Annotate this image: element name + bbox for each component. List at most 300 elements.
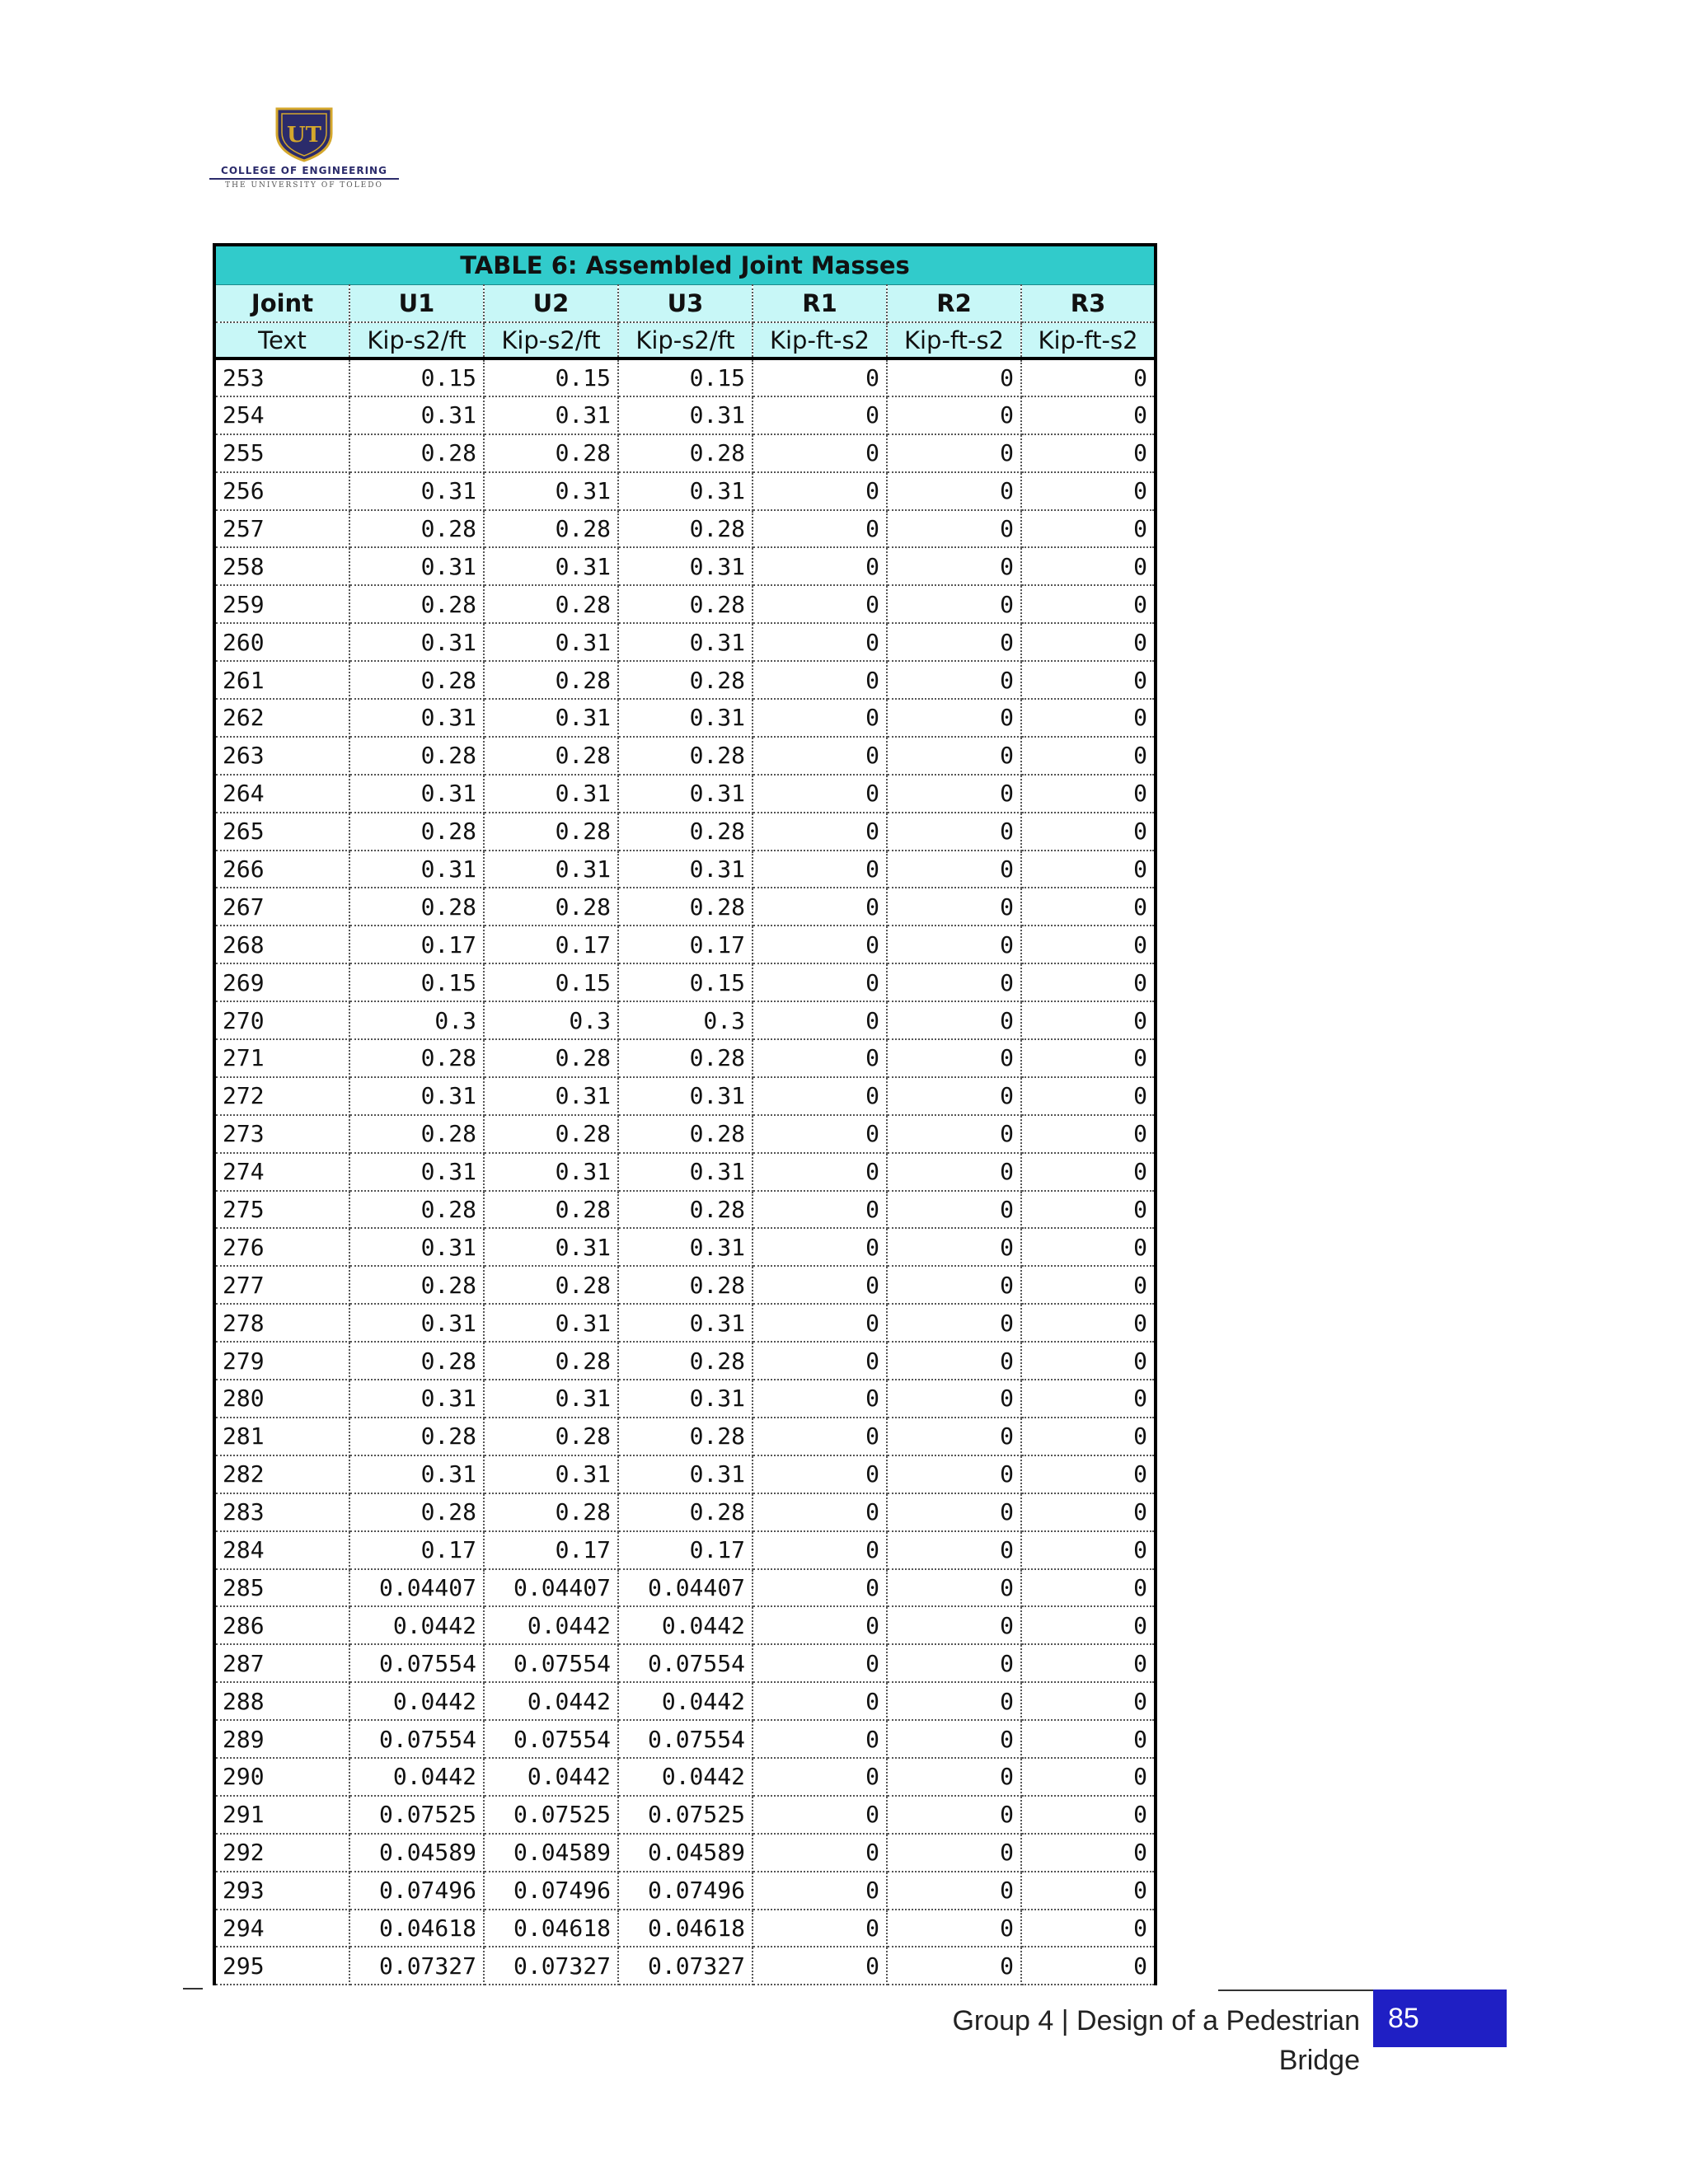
value-cell: 0 (1021, 1569, 1154, 1607)
value-cell: 0 (1021, 1682, 1154, 1720)
value-cell: 0 (1021, 359, 1154, 396)
value-cell: 0 (753, 1153, 887, 1191)
value-cell: 0.31 (349, 547, 484, 585)
value-cell: 0 (1021, 1342, 1154, 1380)
page-number: 85 (1373, 1990, 1507, 2047)
value-cell: 0 (887, 510, 1021, 548)
value-cell: 0.28 (618, 510, 753, 548)
value-cell: 0 (753, 1191, 887, 1229)
value-cell: 0.0442 (618, 1682, 753, 1720)
value-cell: 0 (753, 359, 887, 396)
joint-cell: 276 (216, 1228, 349, 1266)
value-cell: 0 (1021, 888, 1154, 926)
value-cell: 0.07496 (349, 1872, 484, 1910)
value-cell: 0.07554 (618, 1720, 753, 1758)
table-row (216, 926, 1154, 963)
value-cell: 0.3 (349, 1001, 484, 1039)
table-row (216, 1834, 1154, 1872)
joint-cell: 293 (216, 1872, 349, 1910)
table-row (216, 434, 1154, 472)
value-cell: 0 (753, 1418, 887, 1455)
value-cell: 0 (887, 661, 1021, 699)
value-cell: 0.04407 (349, 1569, 484, 1607)
value-cell: 0.31 (349, 1153, 484, 1191)
value-cell: 0.28 (484, 434, 618, 472)
value-cell: 0 (753, 1569, 887, 1607)
joint-cell: 265 (216, 813, 349, 851)
table-row (216, 1380, 1154, 1418)
value-cell: 0 (887, 813, 1021, 851)
table-row (216, 1682, 1154, 1720)
value-cell: 0.28 (618, 888, 753, 926)
value-cell: 0.31 (349, 1304, 484, 1342)
value-cell: 0 (1021, 1758, 1154, 1796)
value-cell: 0.28 (484, 661, 618, 699)
value-cell: 0.31 (618, 1304, 753, 1342)
value-cell: 0.28 (618, 434, 753, 472)
joint-cell: 253 (216, 359, 349, 396)
value-cell: 0 (753, 1644, 887, 1682)
value-cell: 0 (1021, 1796, 1154, 1834)
value-cell: 0 (887, 1569, 1021, 1607)
value-cell: 0.31 (618, 472, 753, 510)
joint-cell: 271 (216, 1039, 349, 1077)
value-cell: 0.31 (484, 396, 618, 434)
value-cell: 0 (1021, 813, 1154, 851)
column-header: U2 (484, 284, 618, 322)
value-cell: 0.17 (349, 1531, 484, 1569)
value-cell: 0 (753, 1531, 887, 1569)
table-row (216, 813, 1154, 851)
value-cell: 0 (753, 623, 887, 661)
value-cell: 0.15 (484, 963, 618, 1001)
value-cell: 0.04407 (484, 1569, 618, 1607)
value-cell: 0.31 (618, 1380, 753, 1418)
value-cell: 0.31 (618, 396, 753, 434)
joint-cell: 277 (216, 1266, 349, 1304)
logo-university-name: THE UNIVERSITY OF TOLEDO (225, 181, 383, 190)
value-cell: 0.15 (618, 963, 753, 1001)
value-cell: 0.28 (484, 1418, 618, 1455)
value-cell: 0.31 (349, 1228, 484, 1266)
value-cell: 0.07554 (349, 1644, 484, 1682)
value-cell: 0.31 (349, 1455, 484, 1493)
logo-divider (209, 178, 399, 180)
column-header: R2 (887, 284, 1021, 322)
value-cell: 0 (753, 1606, 887, 1644)
joint-cell: 274 (216, 1153, 349, 1191)
value-cell: 0 (753, 1947, 887, 1985)
value-cell: 0.31 (484, 1077, 618, 1115)
joint-cell: 263 (216, 737, 349, 775)
value-cell: 0 (1021, 1115, 1154, 1153)
table-row (216, 396, 1154, 434)
value-cell: 0 (1021, 1834, 1154, 1872)
table-row (216, 1153, 1154, 1191)
value-cell: 0 (1021, 1266, 1154, 1304)
value-cell: 0.31 (349, 1077, 484, 1115)
value-cell: 0.31 (484, 1304, 618, 1342)
value-cell: 0.07554 (484, 1720, 618, 1758)
table-row (216, 1910, 1154, 1947)
joint-masses-table-container (213, 243, 1157, 1985)
value-cell: 0 (1021, 1455, 1154, 1493)
value-cell: 0 (753, 851, 887, 888)
value-cell: 0.04589 (618, 1834, 753, 1872)
table-row (216, 623, 1154, 661)
value-cell: 0 (753, 1720, 887, 1758)
value-cell: 0.28 (484, 585, 618, 623)
college-logo (209, 105, 399, 196)
table-row (216, 699, 1154, 737)
value-cell: 0.07554 (484, 1644, 618, 1682)
value-cell: 0 (753, 775, 887, 813)
value-cell: 0.28 (349, 1039, 484, 1077)
column-headers-row (216, 284, 1154, 322)
table-row (216, 1947, 1154, 1985)
value-cell: 0 (753, 1077, 887, 1115)
table-row (216, 1569, 1154, 1607)
column-header: R1 (753, 284, 887, 322)
value-cell: 0 (887, 926, 1021, 963)
value-cell: 0.28 (349, 510, 484, 548)
value-cell: 0.0442 (349, 1606, 484, 1644)
value-cell: 0.28 (349, 737, 484, 775)
value-cell: 0 (753, 699, 887, 737)
value-cell: 0.0442 (618, 1606, 753, 1644)
table-row (216, 775, 1154, 813)
joint-cell: 261 (216, 661, 349, 699)
value-cell: 0 (887, 1266, 1021, 1304)
value-cell: 0 (1021, 1872, 1154, 1910)
value-cell: 0 (887, 1153, 1021, 1191)
value-cell: 0 (1021, 1720, 1154, 1758)
value-cell: 0.07496 (618, 1872, 753, 1910)
value-cell: 0.31 (349, 623, 484, 661)
joint-cell: 283 (216, 1493, 349, 1531)
joint-cell: 257 (216, 510, 349, 548)
value-cell: 0.31 (349, 699, 484, 737)
column-header: U3 (618, 284, 753, 322)
joint-cell: 262 (216, 699, 349, 737)
table-row (216, 510, 1154, 548)
value-cell: 0 (753, 1910, 887, 1947)
table-title: TABLE 6: Assembled Joint Masses (216, 246, 1154, 284)
value-cell: 0 (887, 699, 1021, 737)
value-cell: 0 (887, 472, 1021, 510)
table-row (216, 547, 1154, 585)
joint-cell: 279 (216, 1342, 349, 1380)
value-cell: 0 (887, 1682, 1021, 1720)
value-cell: 0 (753, 1834, 887, 1872)
value-cell: 0 (753, 1682, 887, 1720)
joint-cell: 264 (216, 775, 349, 813)
value-cell: 0.28 (484, 813, 618, 851)
value-cell: 0 (887, 1644, 1021, 1682)
value-cell: 0 (1021, 1191, 1154, 1229)
table-row (216, 737, 1154, 775)
joint-cell: 284 (216, 1531, 349, 1569)
table-row (216, 472, 1154, 510)
footer-rule-right (1218, 1990, 1373, 1991)
value-cell: 0.17 (618, 1531, 753, 1569)
value-cell: 0.15 (618, 359, 753, 396)
value-cell: 0.04618 (349, 1910, 484, 1947)
value-cell: 0 (1021, 699, 1154, 737)
column-unit: Text (216, 322, 349, 359)
joint-cell: 290 (216, 1758, 349, 1796)
value-cell: 0.28 (618, 737, 753, 775)
value-cell: 0.28 (349, 661, 484, 699)
joint-cell: 292 (216, 1834, 349, 1872)
joint-cell: 275 (216, 1191, 349, 1229)
value-cell: 0 (1021, 1606, 1154, 1644)
value-cell: 0.17 (484, 926, 618, 963)
value-cell: 0 (753, 1342, 887, 1380)
value-cell: 0 (1021, 1418, 1154, 1455)
value-cell: 0 (753, 434, 887, 472)
joint-cell: 258 (216, 547, 349, 585)
value-cell: 0 (887, 359, 1021, 396)
value-cell: 0.07327 (484, 1947, 618, 1985)
value-cell: 0 (753, 813, 887, 851)
value-cell: 0.31 (618, 851, 753, 888)
value-cell: 0 (753, 1758, 887, 1796)
value-cell: 0.31 (618, 775, 753, 813)
value-cell: 0 (887, 1531, 1021, 1569)
value-cell: 0 (1021, 1077, 1154, 1115)
joint-cell: 282 (216, 1455, 349, 1493)
joint-cell: 259 (216, 585, 349, 623)
table-row (216, 1531, 1154, 1569)
joint-cell: 260 (216, 623, 349, 661)
table-row (216, 851, 1154, 888)
joint-cell: 267 (216, 888, 349, 926)
value-cell: 0 (887, 963, 1021, 1001)
value-cell: 0 (753, 1039, 887, 1077)
value-cell: 0.31 (484, 1153, 618, 1191)
value-cell: 0 (1021, 963, 1154, 1001)
value-cell: 0 (1021, 623, 1154, 661)
value-cell: 0.28 (484, 1039, 618, 1077)
value-cell: 0.28 (349, 1191, 484, 1229)
joint-cell: 266 (216, 851, 349, 888)
value-cell: 0 (1021, 926, 1154, 963)
joint-cell: 255 (216, 434, 349, 472)
table-row (216, 1606, 1154, 1644)
column-header: U1 (349, 284, 484, 322)
value-cell: 0.28 (349, 585, 484, 623)
value-cell: 0.04589 (349, 1834, 484, 1872)
value-cell: 0.28 (618, 1342, 753, 1380)
value-cell: 0 (1021, 547, 1154, 585)
value-cell: 0.07525 (618, 1796, 753, 1834)
value-cell: 0.28 (349, 1418, 484, 1455)
joint-cell: 256 (216, 472, 349, 510)
value-cell: 0.15 (484, 359, 618, 396)
value-cell: 0 (1021, 1153, 1154, 1191)
table-row (216, 1191, 1154, 1229)
value-cell: 0.07327 (349, 1947, 484, 1985)
value-cell: 0.0442 (618, 1758, 753, 1796)
value-cell: 0.31 (349, 851, 484, 888)
value-cell: 0.28 (484, 1493, 618, 1531)
value-cell: 0 (887, 1720, 1021, 1758)
value-cell: 0.0442 (484, 1682, 618, 1720)
table-row (216, 1304, 1154, 1342)
value-cell: 0 (887, 1872, 1021, 1910)
value-cell: 0 (753, 510, 887, 548)
column-unit: Kip-ft-s2 (887, 322, 1021, 359)
table-row (216, 1115, 1154, 1153)
value-cell: 0.31 (618, 1077, 753, 1115)
value-cell: 0 (753, 1266, 887, 1304)
value-cell: 0 (753, 472, 887, 510)
value-cell: 0.3 (484, 1001, 618, 1039)
value-cell: 0.28 (618, 1418, 753, 1455)
value-cell: 0.31 (618, 699, 753, 737)
value-cell: 0 (753, 585, 887, 623)
value-cell: 0.28 (349, 1342, 484, 1380)
value-cell: 0.28 (484, 510, 618, 548)
table-row (216, 1758, 1154, 1796)
value-cell: 0.31 (618, 1455, 753, 1493)
footer-text: Group 4 | Design of a Pedestrian Bridge (952, 2005, 1360, 2076)
value-cell: 0 (887, 1455, 1021, 1493)
value-cell: 0 (753, 1872, 887, 1910)
value-cell: 0.07496 (484, 1872, 618, 1910)
joint-cell: 278 (216, 1304, 349, 1342)
joint-cell: 269 (216, 963, 349, 1001)
value-cell: 0 (887, 434, 1021, 472)
joint-masses-table (216, 246, 1154, 1985)
joint-cell: 288 (216, 1682, 349, 1720)
value-cell: 0 (887, 396, 1021, 434)
value-cell: 0 (1021, 1039, 1154, 1077)
joint-cell: 291 (216, 1796, 349, 1834)
joint-cell: 294 (216, 1910, 349, 1947)
value-cell: 0.31 (484, 472, 618, 510)
value-cell: 0 (887, 851, 1021, 888)
value-cell: 0 (887, 737, 1021, 775)
value-cell: 0.0442 (484, 1758, 618, 1796)
value-cell: 0.31 (349, 396, 484, 434)
value-cell: 0 (887, 1304, 1021, 1342)
value-cell: 0.31 (484, 547, 618, 585)
value-cell: 0 (887, 623, 1021, 661)
value-cell: 0.28 (484, 1191, 618, 1229)
value-cell: 0 (1021, 851, 1154, 888)
value-cell: 0 (887, 775, 1021, 813)
table-row (216, 1720, 1154, 1758)
joint-cell: 287 (216, 1644, 349, 1682)
value-cell: 0.28 (484, 1115, 618, 1153)
value-cell: 0 (1021, 396, 1154, 434)
value-cell: 0 (753, 1304, 887, 1342)
joint-cell: 285 (216, 1569, 349, 1607)
table-row (216, 585, 1154, 623)
table-row (216, 1001, 1154, 1039)
value-cell: 0.28 (349, 813, 484, 851)
value-cell: 0.28 (484, 737, 618, 775)
column-unit: Kip-s2/ft (484, 322, 618, 359)
value-cell: 0.28 (484, 1342, 618, 1380)
value-cell: 0 (753, 1115, 887, 1153)
table-row (216, 1872, 1154, 1910)
value-cell: 0 (753, 661, 887, 699)
value-cell: 0 (1021, 1947, 1154, 1985)
table-row (216, 1228, 1154, 1266)
column-unit: Kip-s2/ft (618, 322, 753, 359)
value-cell: 0.31 (484, 1228, 618, 1266)
value-cell: 0.28 (618, 1039, 753, 1077)
table-row (216, 661, 1154, 699)
value-cell: 0 (887, 1947, 1021, 1985)
table-row (216, 1266, 1154, 1304)
value-cell: 0.0442 (349, 1682, 484, 1720)
value-cell: 0.28 (618, 1266, 753, 1304)
table-body (216, 359, 1154, 1985)
table-row (216, 1039, 1154, 1077)
value-cell: 0.0442 (349, 1758, 484, 1796)
joint-cell: 280 (216, 1380, 349, 1418)
joint-cell: 286 (216, 1606, 349, 1644)
value-cell: 0 (887, 1758, 1021, 1796)
value-cell: 0 (753, 737, 887, 775)
value-cell: 0.31 (484, 623, 618, 661)
value-cell: 0 (753, 1493, 887, 1531)
value-cell: 0 (887, 1380, 1021, 1418)
column-unit: Kip-s2/ft (349, 322, 484, 359)
value-cell: 0.31 (618, 623, 753, 661)
table-row (216, 359, 1154, 396)
value-cell: 0 (887, 1418, 1021, 1455)
joint-cell: 289 (216, 1720, 349, 1758)
value-cell: 0 (1021, 1001, 1154, 1039)
value-cell: 0 (887, 1342, 1021, 1380)
logo-college-name: COLLEGE OF ENGINEERING (221, 165, 387, 176)
value-cell: 0.07554 (349, 1720, 484, 1758)
value-cell: 0.3 (618, 1001, 753, 1039)
value-cell: 0.15 (349, 963, 484, 1001)
table-row (216, 1077, 1154, 1115)
value-cell: 0 (887, 1001, 1021, 1039)
value-cell: 0.28 (618, 1115, 753, 1153)
value-cell: 0.17 (349, 926, 484, 963)
value-cell: 0.28 (484, 1266, 618, 1304)
joint-cell: 281 (216, 1418, 349, 1455)
value-cell: 0.0442 (484, 1606, 618, 1644)
value-cell: 0.31 (484, 699, 618, 737)
value-cell: 0.28 (618, 585, 753, 623)
value-cell: 0 (887, 1910, 1021, 1947)
value-cell: 0 (1021, 434, 1154, 472)
value-cell: 0 (1021, 1910, 1154, 1947)
value-cell: 0 (887, 1039, 1021, 1077)
value-cell: 0.31 (484, 1380, 618, 1418)
value-cell: 0 (1021, 1493, 1154, 1531)
table-row (216, 1342, 1154, 1380)
value-cell: 0.28 (618, 661, 753, 699)
value-cell: 0.31 (484, 775, 618, 813)
value-cell: 0.15 (349, 359, 484, 396)
value-cell: 0 (887, 547, 1021, 585)
value-cell: 0 (887, 1077, 1021, 1115)
value-cell: 0.04618 (484, 1910, 618, 1947)
value-cell: 0.07554 (618, 1644, 753, 1682)
value-cell: 0.28 (618, 1493, 753, 1531)
value-cell: 0.07327 (618, 1947, 753, 1985)
